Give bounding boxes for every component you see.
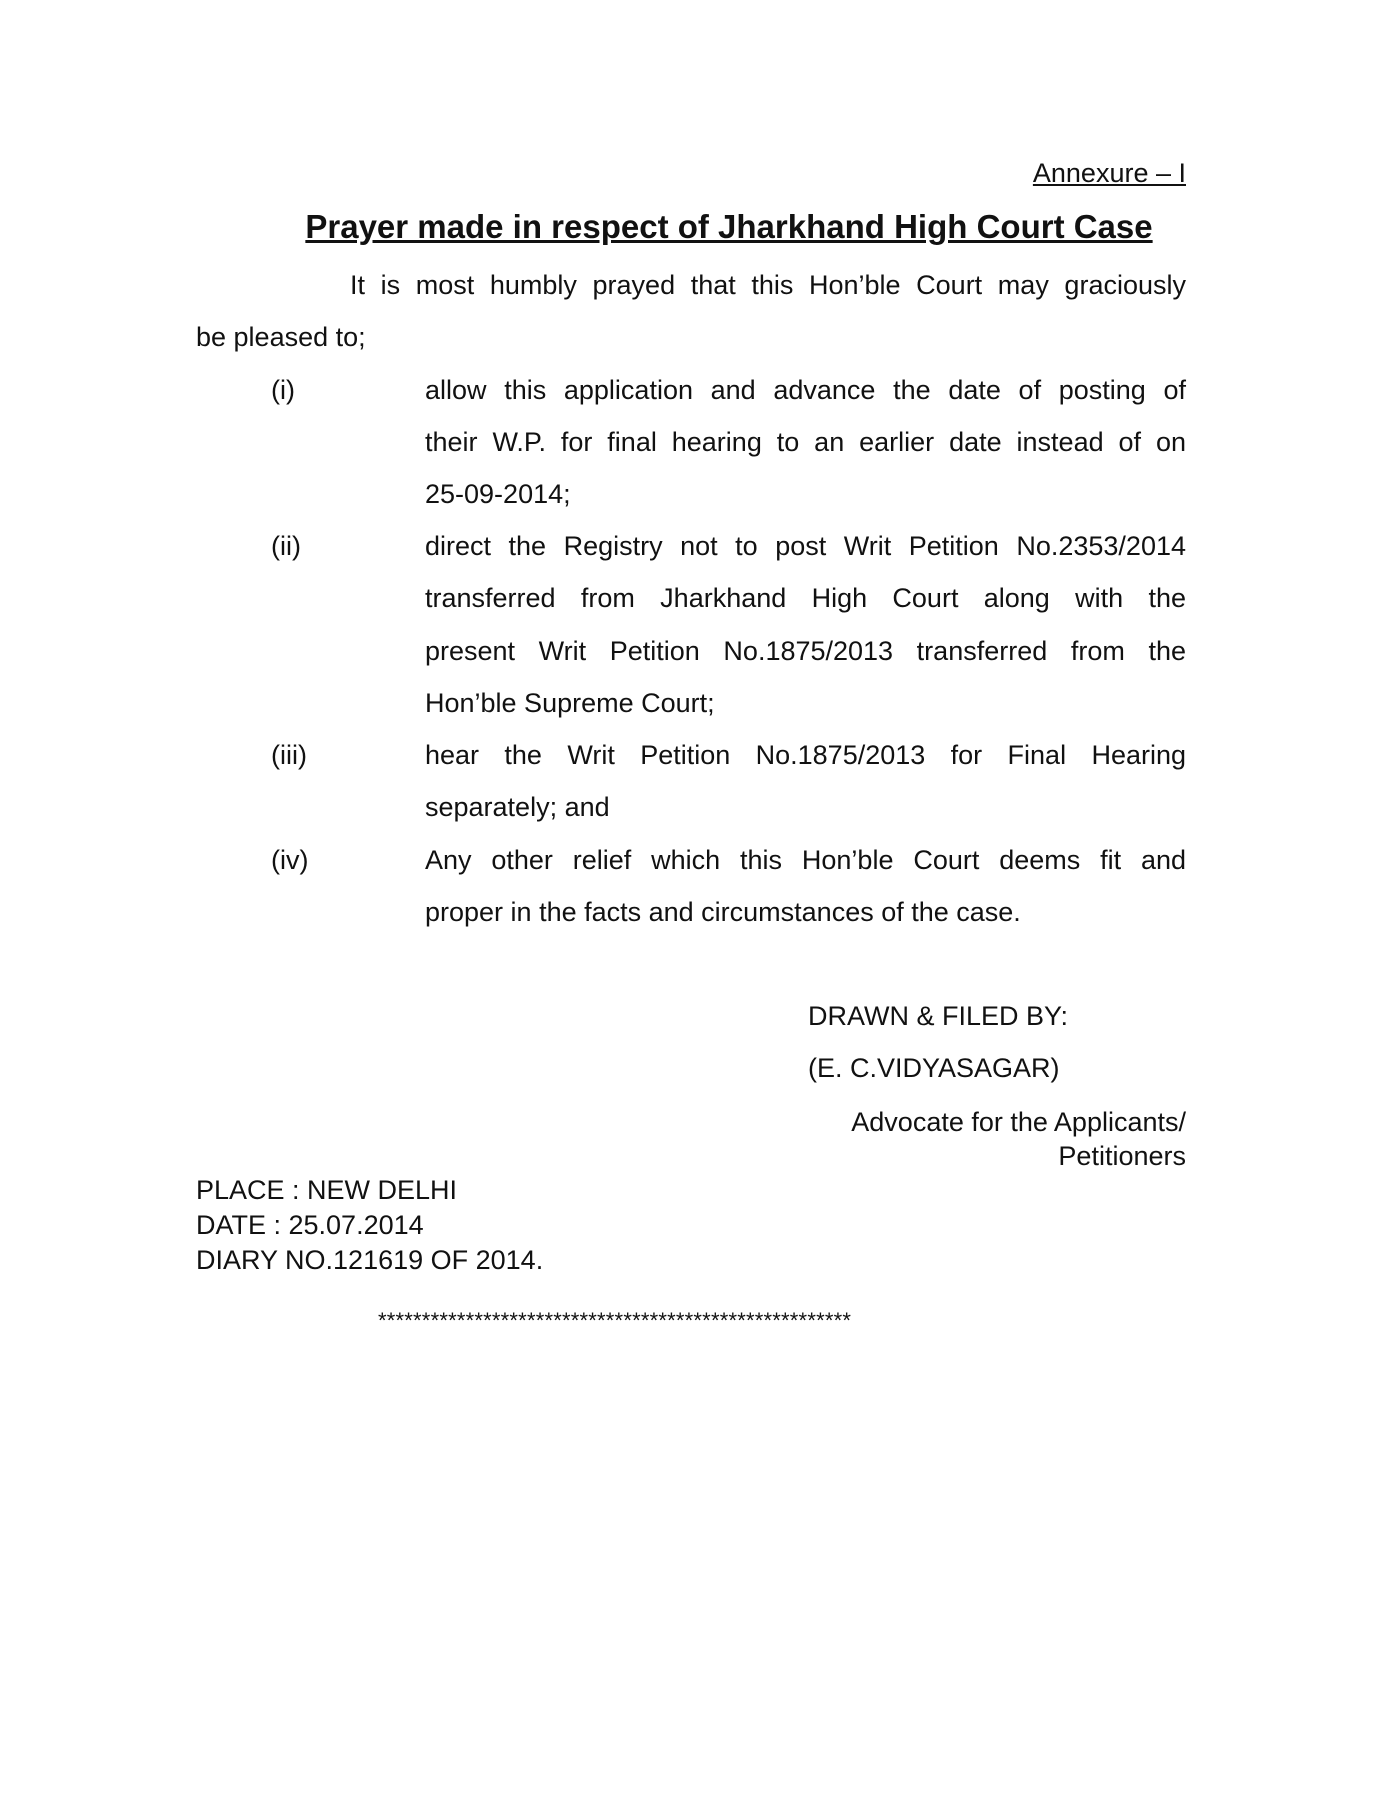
advocate-role-line-1: Advocate for the Applicants/ [851,1107,1186,1137]
separator-stars: ****************************************************** [378,1308,852,1333]
prayer-line: their W.P. for final hearing to an earlier date instead of on [425,427,1186,457]
prayer-line: hear the Writ Petition No.1875/2013 for Final Hearing [425,740,1186,770]
prayer-line: Any other relief which this Hon’ble Court deems fit and [425,845,1186,875]
intro-line-2: be pleased to; [196,322,366,352]
intro-line-1: It is most humbly prayed that this Hon’ble Court may graciously [350,270,1186,300]
prayer-line: direct the Registry not to post Writ Petition No.2353/2014 [425,531,1186,561]
advocate-name: (E. C.VIDYASAGAR) [808,1053,1060,1083]
date: DATE : 25.07.2014 [196,1210,424,1240]
prayer-line: 25-09-2014; [425,479,571,509]
prayer-line: allow this application and advance the date of posting of [425,375,1186,405]
advocate-role-line-2: Petitioners [1058,1141,1186,1171]
prayer-line: proper in the facts and circumstances of the case. [425,897,1021,927]
drawn-filed-by: DRAWN & FILED BY: [808,1001,1069,1031]
place: PLACE : NEW DELHI [196,1175,458,1205]
annexure-label: Annexure – I [1032,158,1186,188]
prayer-line: transferred from Jharkhand High Court along with the [425,583,1186,613]
prayer-marker: (ii) [271,531,301,561]
diary-number: DIARY NO.121619 OF 2014. [196,1245,544,1275]
prayer-line: Hon’ble Supreme Court; [425,688,715,718]
prayer-line: present Writ Petition No.1875/2013 transferred from the [425,636,1186,666]
prayer-marker: (iv) [271,845,309,875]
document-title: Prayer made in respect of Jharkhand High Court Case [305,208,1153,245]
prayer-marker: (i) [271,375,295,405]
prayer-marker: (iii) [271,740,307,770]
prayer-line: separately; and [425,792,610,822]
